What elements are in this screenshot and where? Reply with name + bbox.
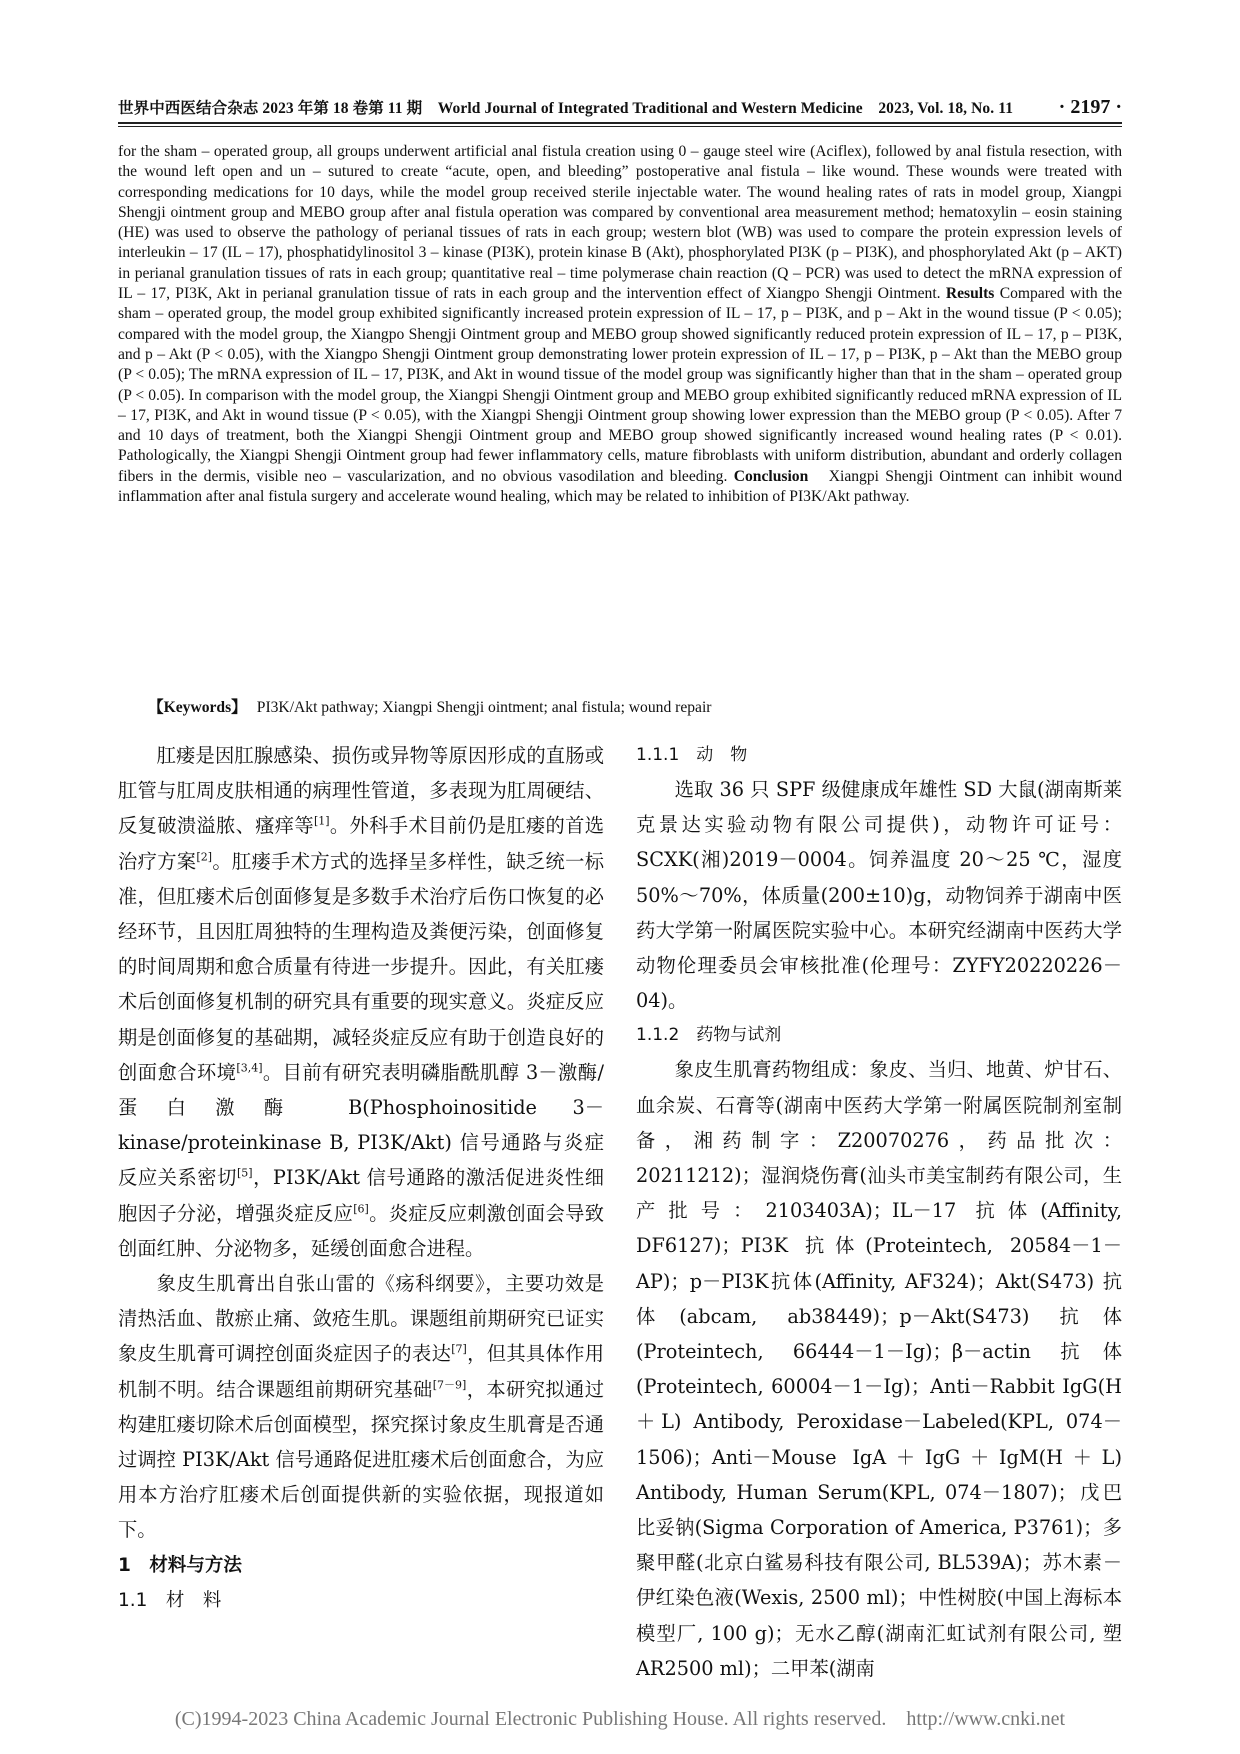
intro-text: 。目前有研究表明磷脂酰肌醇 3－激酶/蛋白激酶 B(Phosphoinositide 3－kinase/proteinkinase B, PI3K/Akt) 信号通路与炎症反应关系密切 <box>118 1060 604 1190</box>
intro-text: 象皮生肌膏出自张山雷的《疡科纲要》，主要功效是清热活血、散瘀止痛、敛疮生肌。课题组前期研究已证实象皮生肌膏可调控创面炎症因子的表达 <box>118 1272 604 1366</box>
running-header <box>118 96 1122 119</box>
citation: [3,4] <box>236 1061 263 1075</box>
intro-paragraph-2 <box>118 1266 604 1548</box>
keywords-text: PI3K/Akt pathway; Xiangpi Shengji ointment; anal fistula; wound repair <box>256 699 712 716</box>
citation: [6] <box>353 1202 369 1216</box>
citation: [7－9] <box>432 1378 467 1392</box>
intro-text: ，PI3K/Akt 信号通路的激活促进炎性细胞因子分泌，增强炎症反应 <box>118 1166 604 1225</box>
intro-text: ，本研究拟通过构建肛瘘切除术后创面模型，探究探讨象皮生肌膏是否通过调控 PI3K/Akt 信号通路促进肛瘘术后创面愈合，为应用本方治疗肛瘘术后创面提供新的实验依据，现报道如下。 <box>118 1377 605 1542</box>
subsection-heading-drugs: 1.1.2 药物与试剂 <box>636 1025 782 1046</box>
section-heading-methods: 1 材料与方法 <box>118 1554 242 1576</box>
intro-paragraph-1 <box>118 738 604 1266</box>
keywords <box>148 698 1122 718</box>
intro-text: 。外科手术目前仍是肛瘘的首选治疗方案 <box>118 814 605 873</box>
abstract-part2: Compared with the sham – operated group, the model group exhibited significantly increased protein expression of IL – 17, p – PI3K, and p – Akt in the wound tissue (P < 0.05); compared with the model group, the Xiangpo Shengji Ointment group and MEBO group showed significantly reduced protein expression of IL – 17, p – PI3K, and p – Akt (P < 0.05), with the Xiangpo Shengji Ointment group demonstrating lower protein expression of IL – 17, p – PI3K, p – Akt than the MEBO group (P < 0.05); The mRNA expression of IL – 17, PI3K, and Akt in wound tissue of the model group was significantly higher than that in the sham – operated group (P < 0.05). In comparison with the model group, the Xiangpi Shengji Ointment group and MEBO group exhibited significantly reduced mRNA expression of IL – 17, PI3K, and Akt in wound tissue (P < 0.05), with the Xiangpi Shengji Ointment group showing lower expression than the MEBO group (P < 0.05). After 7 and 10 days of treatment, both the Xiangpi Shengji Ointment group and MEBO group showed significantly increased wound healing rates (P < 0.01). Pathologically, the Xiangpi Shengji Ointment group had fewer inflammatory cells, mature fibroblasts with uniform distribution, abundant and orderly collagen fibers in the dermis, visible neo – vascularization, and no obvious vasodilation and bleeding. <box>118 285 1122 485</box>
conclusion-label: Conclusion <box>733 467 809 485</box>
header-rule-thick <box>118 122 1122 124</box>
results-label: Results <box>945 285 995 303</box>
abstract-part1: for the sham – operated group, all groups underwent artificial anal fistula creation using 0 – gauge steel wire (Aciflex), followed by anal fistula resection, with the wound left open and un – sutured to create “acute, open, and bleeding” postoperative anal fistula – like wound. These wounds were treated with corresponding medications for 10 days, while the model group received sterile injectable water. The wound healing rates of rats in model group, Xiangpi Shengji ointment group and MEBO group after anal fistula operation was compared by conventional area measurement method; hematoxylin – eosin staining (HE) was used to observe the pathology of perianal tissues of rats in each group; western blot (WB) was used to compare the protein expression levels of interleukin – 17 (IL – 17), phosphatidylinositol 3 – kinase (PI3K), protein kinase B (Akt), phosphorylated PI3K (p – PI3K), and phosphorylated Akt (p – AKT) in perianal granulation tissues of rats in each group; quantitative real – time polymerase chain reaction (Q – PCR) was used to detect the mRNA expression of IL – 17, PI3K, Akt in perianal granulation tissue of rats in each group and the intervention effect of Xiangpo Shengji Ointment. <box>118 143 1122 303</box>
citation: [5] <box>236 1167 253 1181</box>
page-number: · 2197 · <box>1058 96 1122 118</box>
citation: [2] <box>196 850 212 864</box>
subsection-heading-animals: 1.1.1 动 物 <box>636 745 748 765</box>
abstract-text <box>118 142 1122 507</box>
subsection-heading-materials: 1.1 材 料 <box>118 1589 222 1611</box>
intro-text: 。肛瘘手术方式的选择呈多样性，缺乏统一标准，但肛瘘术后创面修复是多数手术治疗后伤口恢复的必经环节，且因肛周独特的生理构造及粪便污染，创面修复的时间周期和愈合质量有待进一步提升。因此，有关肛瘘术后创面修复机制的研究具有重要的现实意义。炎症反应期是创面修复的基础期，减轻炎症反应有助于创造良好的创面愈合环境 <box>118 849 605 1084</box>
drugs-paragraph: 象皮生肌膏药物组成：象皮、当归、地黄、炉甘石、血余炭、石膏等(湖南中医药大学第一附属医院制剂室制备，湘药制字：Z20070276，药品批次：20211212)；湿润烧伤膏(汕头市美宝制药有限公司，生产批号：2103403A)；IL－17 抗体(Affinity, DF6127)；PI3K 抗体(Proteintech, 20584－1－AP)；p－PI3K抗体(Affinity, AF324)；Akt(S473) 抗体(abcam, ab38449)；p－Akt(S473) 抗体(Proteintech, 66444－1－Ig)；β－actin 抗体(Proteintech, 60004－1－Ig)；Anti－Rabbit IgG(H＋L) Antibody, Peroxidase－Labeled(KPL, 074－1506)；Anti－Mouse IgA＋IgG＋IgM(H＋L) Antibody, Human Serum(KPL, 074－1807)；戊巴比妥钠(Sigma Corporation of America, P3761)；多聚甲醛(北京白鲨易科技有限公司, BL539A)；苏木素－伊红染色液(Wexis, 2500 ml)；中性树胶(中国上海标本模型厂, 100 g)；无水乙醇(湖南汇虹试剂有限公司, 塑 AR2500 ml)；二甲苯(湖南 <box>636 1058 1122 1680</box>
animals-paragraph: 选取 36 只 SPF 级健康成年雄性 SD 大鼠(湖南斯莱克景达实验动物有限公司提供)，动物许可证号：SCXK(湘)2019－0004。饲养温度 20～25 ℃，湿度 50%～70%，体质量(200±10)g，动物饲养于湖南中医药大学第一附属医院实验中心。本研究经湖南中医药大学动物伦理委员会审核批准(伦理号：ZYFY20220226－04)。 <box>636 778 1122 1013</box>
intro-text: ，但其具体作用机制不明。结合课题组前期研究基础 <box>118 1342 604 1401</box>
intro-text: 。炎症反应刺激创面会导致创面红肿、分泌物多，延缓创面愈合进程。 <box>118 1201 604 1260</box>
journal-header: 世界中西医结合杂志 2023 年第 18 卷第 11 期 World Journal of Integrated Traditional and Western Medicine 2023, Vol. 18, No. 11 <box>118 100 1014 117</box>
abstract-part3: Xiangpi Shengji Ointment can inhibit wound inflammation after anal fistula surgery and accelerate wound healing, which may be related to inhibition of PI3K/Akt pathway. <box>118 467 1122 506</box>
right-column <box>636 738 1122 1686</box>
intro-text: 肛瘘是因肛腺感染、损伤或异物等原因形成的直肠或肛管与肛周皮肤相通的病理性管道，多表现为肛周硬结、反复破溃溢脓、瘙痒等 <box>118 744 604 838</box>
left-column <box>118 738 604 1618</box>
citation: [7] <box>451 1343 467 1357</box>
copyright-footer: (C)1994-2023 China Academic Journal Electronic Publishing House. All rights reserved. http://www.cnki.net <box>174 1708 1066 1730</box>
header-rule-thin <box>118 126 1122 127</box>
citation: [1] <box>314 814 330 828</box>
keywords-label: 【Keywords】 <box>148 699 247 716</box>
